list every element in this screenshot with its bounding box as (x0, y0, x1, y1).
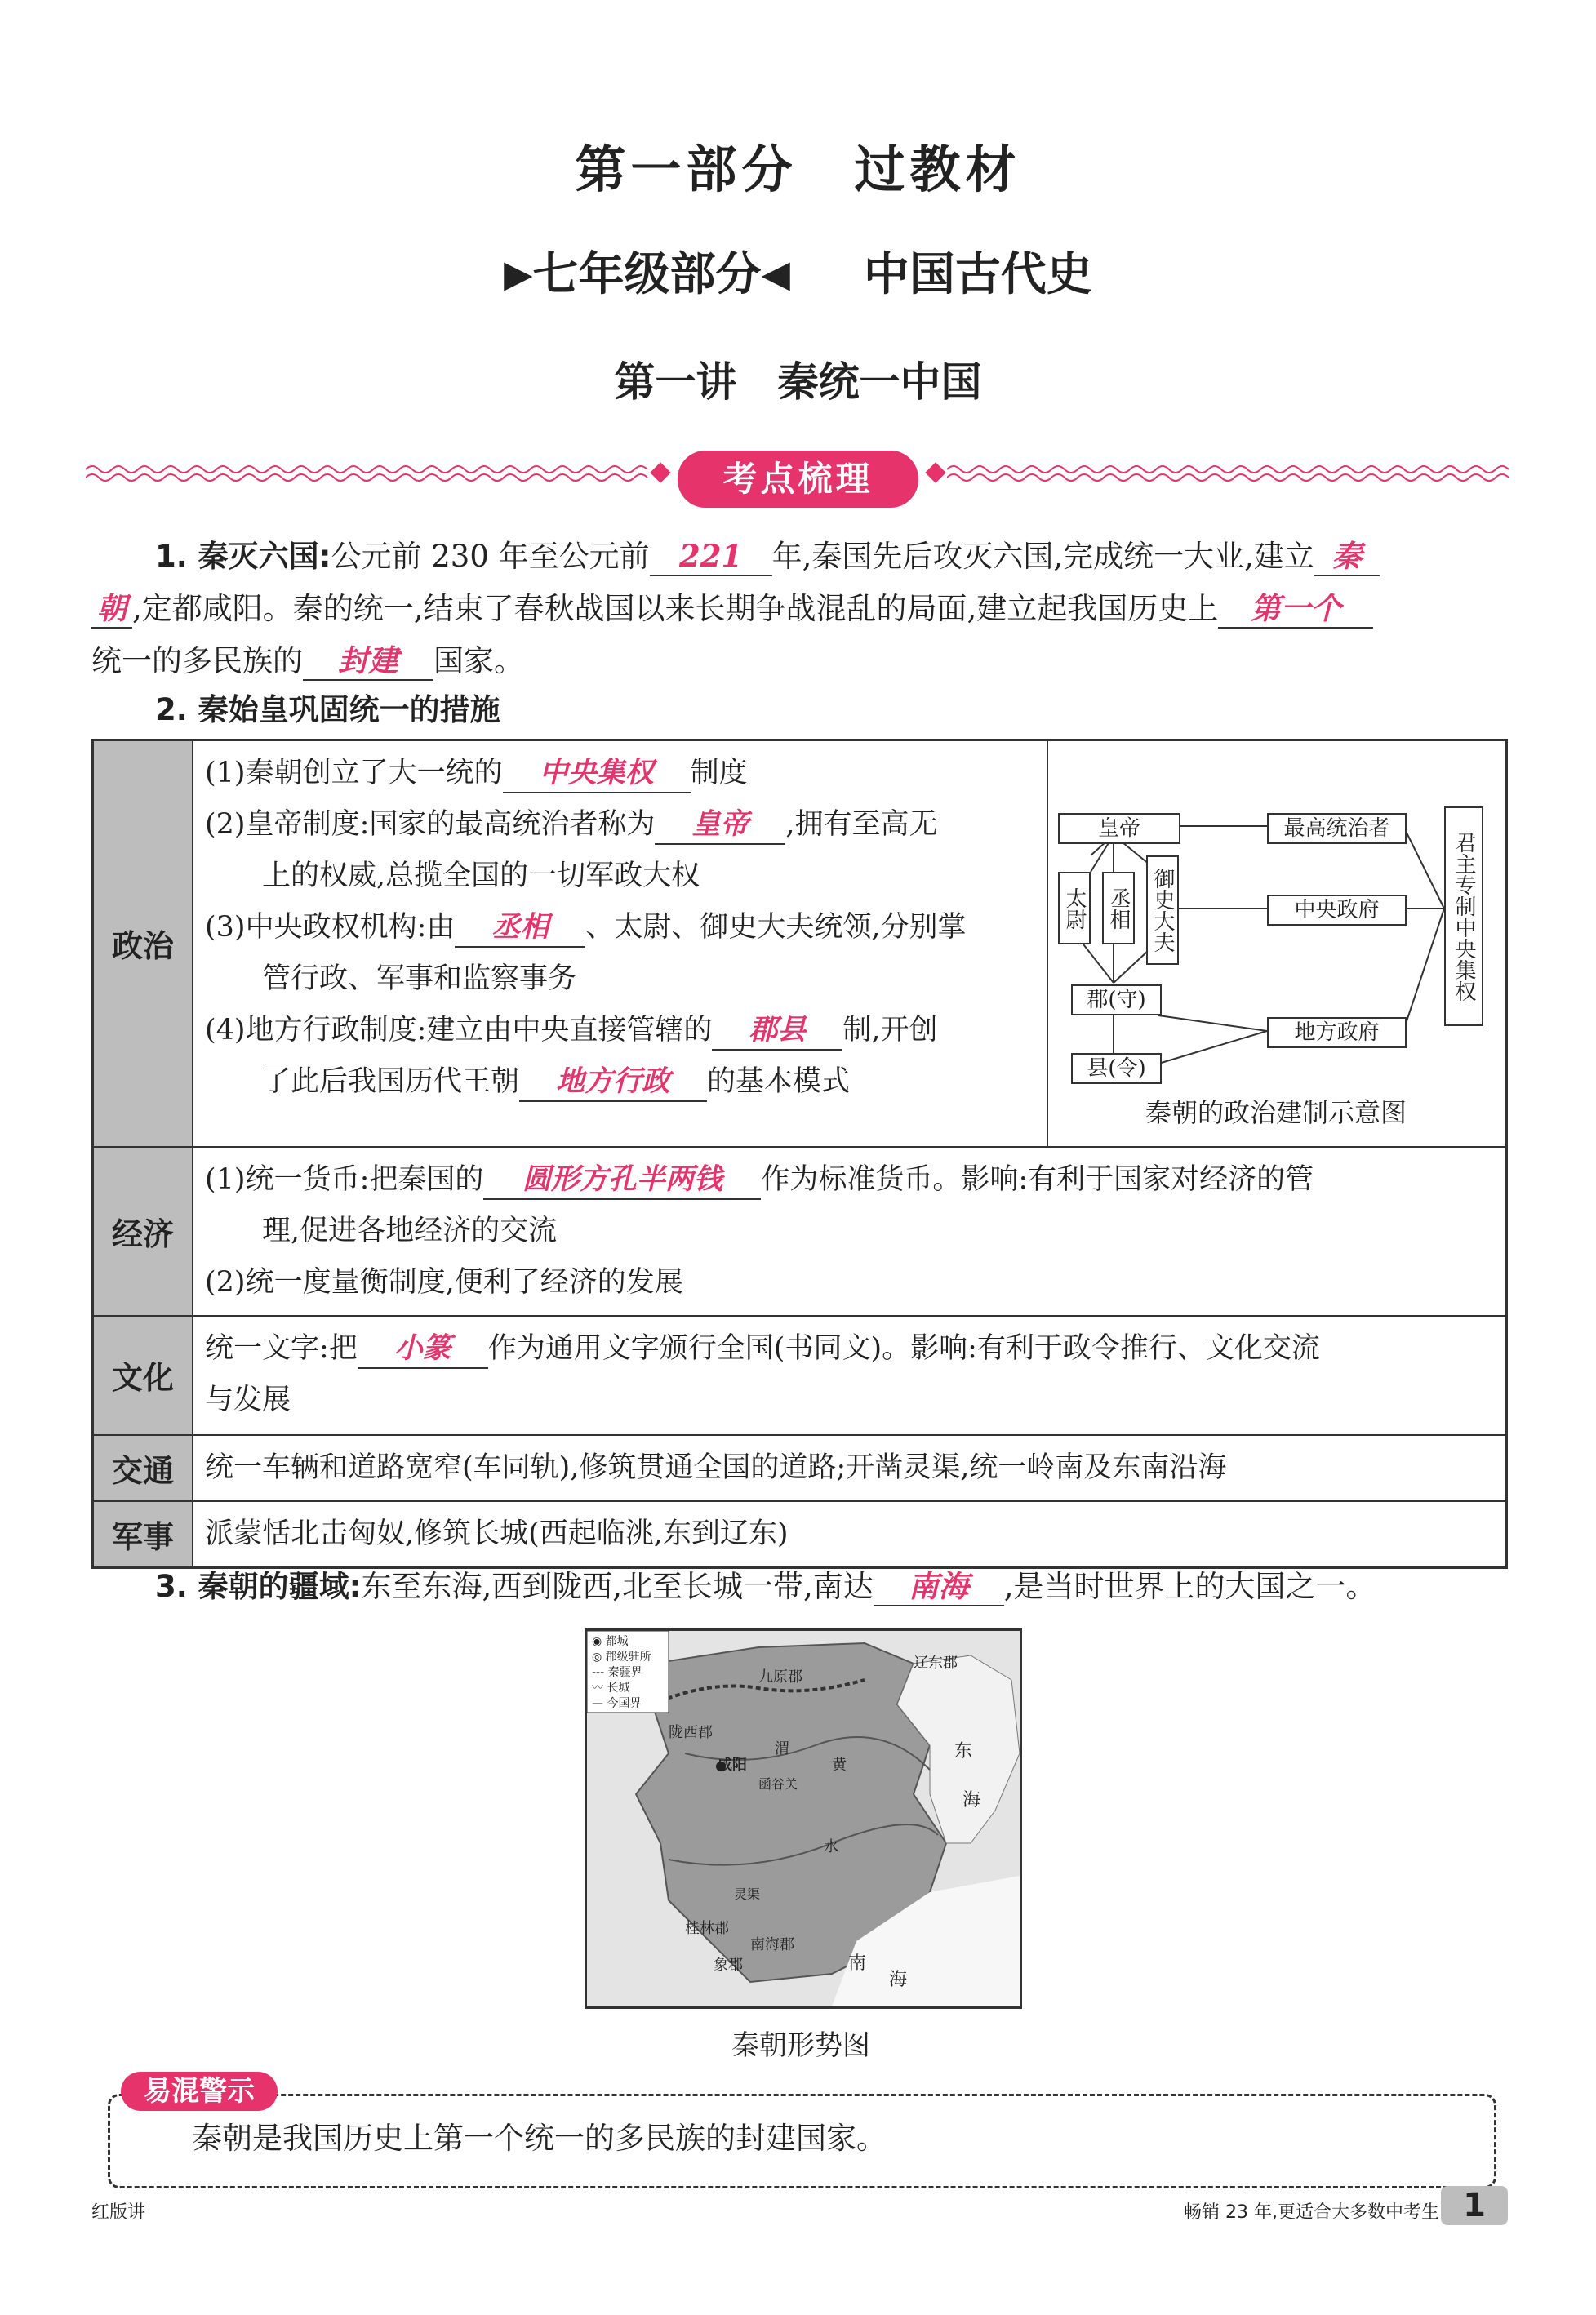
answer-blank: 圆形方孔半两钱 (483, 1161, 761, 1200)
map-label: 南 (848, 1953, 867, 1974)
answer-blank: 小篆 (358, 1330, 488, 1369)
box-taiwei: 太尉 (1058, 872, 1091, 944)
culture-content: 统一文字:把 小篆 作为通用文字颁行全国(书同文)。影响:有利于政令推行、文化交流 与发展 (193, 1316, 1507, 1435)
paragraph-1: 1. 秦灭六国:公元前 230 年至公元前 221 年,秦国先后攻灭六国,完成统一大业,建立 秦 朝 ,定都咸阳。秦的统一,结束了春秋战国以来长期争战混乱的局面,建立起我国历史上 第一个 统一的多民族的 封建 国家。 (91, 531, 1508, 687)
left-triangle-icon: ◀ (761, 251, 790, 295)
category-economy: 经济 (93, 1147, 193, 1316)
map-legend: ◉ 都城 ◎ 郡级驻所 --- 秦疆界 〰 长城 — 今国界 (592, 1635, 651, 1710)
category-culture: 文化 (93, 1316, 193, 1435)
answer-blank: 第一个 (1218, 589, 1373, 629)
table-row (93, 1316, 1507, 1435)
category-transport: 交通 (93, 1435, 193, 1501)
measures-table (91, 739, 1508, 1569)
table-row (93, 1435, 1507, 1501)
part-name: 过教材 (854, 140, 1021, 199)
section-right: 中国古代史 (863, 248, 1092, 301)
transport-content: 统一车辆和道路宽窄(车同轨),修筑贯通全国的道路;开凿灵渠,统一岭南及东南沿海 (193, 1435, 1507, 1501)
map-label: 灵渠 (734, 1886, 761, 1902)
part-label: 第一部分 (575, 140, 798, 199)
map-label: 南海郡 (750, 1936, 794, 1953)
map-label: 咸阳 (718, 1757, 747, 1774)
page-number: 1 (1441, 2186, 1508, 2225)
diamond-icon (650, 462, 670, 482)
map-label: 水 (824, 1838, 838, 1855)
diamond-icon (925, 462, 945, 482)
answer-blank: 朝 (91, 589, 132, 629)
answer-blank: 封建 (303, 642, 433, 681)
warning-text: 秦朝是我国历史上第一个统一的多民族的封建国家。 (192, 2121, 887, 2156)
part-title (0, 129, 1596, 202)
answer-blank: 郡县 (712, 1011, 842, 1051)
answer-blank: 南海 (874, 1567, 1004, 1606)
category-politics: 政治 (93, 740, 193, 1147)
answer-blank: 地方行政 (519, 1063, 707, 1102)
footer-left: 红版讲 (91, 2202, 146, 2223)
box-central-government: 中央政府 (1267, 895, 1407, 926)
map-label: 海 (962, 1790, 981, 1811)
map-label: 辽东郡 (914, 1655, 958, 1672)
footer-right: 畅销 23 年,更适合大多数中考生 (1184, 2202, 1439, 2223)
map-label: 桂林郡 (685, 1920, 729, 1937)
section-left: 七年级部分 (532, 248, 762, 301)
map-label: 黄 (832, 1757, 847, 1774)
box-xian: 县(令) (1071, 1053, 1162, 1084)
politics-content: (1)秦朝创立了大一统的 中央集权 制度 (2)皇帝制度:国家的最高统治者称为 皇帝 ,拥有至高无 上的权威,总揽全国的一切军政大权 (3)中央政权机构:由 丞相 、太尉、御史大夫统领,分别掌 管行政、军事和监察事务 (4)地方行政制度:建立由中央直接管辖的 郡县 制,开创 了此后我国历代王朝 地方行政 的基本模式 (193, 740, 1047, 1147)
box-centralized-autocracy: 君主专制中央集权 (1444, 806, 1483, 1026)
p3-label: 3. 秦朝的疆域: (155, 1569, 362, 1604)
lecture-number: 第一讲 (614, 358, 737, 406)
diagram-caption: 秦朝的政治建制示意图 (1145, 1097, 1407, 1128)
right-triangle-icon: ▶ (504, 251, 533, 295)
lecture-name: 秦统一中国 (777, 358, 982, 406)
map-label: 陇西郡 (669, 1724, 713, 1741)
answer-blank: 221 (650, 537, 772, 576)
map-label: 海 (889, 1970, 908, 1990)
political-structure-diagram (1047, 740, 1507, 1147)
lecture-title (0, 349, 1596, 408)
box-yushi: 御史大夫 (1146, 855, 1179, 965)
category-military: 军事 (93, 1501, 193, 1568)
box-local-government: 地方政府 (1267, 1017, 1407, 1048)
warning-badge: 易混警示 (121, 2072, 278, 2111)
box-emperor: 皇帝 (1058, 813, 1180, 844)
section-badge: 考点梳理 (678, 451, 918, 508)
answer-blank: 中央集权 (503, 754, 691, 793)
map-label: 九原郡 (758, 1668, 802, 1686)
map-label: 象郡 (714, 1957, 743, 1974)
answer-blank: 皇帝 (655, 806, 785, 845)
qin-territory-map (585, 1628, 1022, 2009)
map-label: 渭 (775, 1740, 789, 1757)
military-content: 派蒙恬北击匈奴,修筑长城(西起临洮,东到辽东) (193, 1501, 1507, 1568)
box-chengxiang: 丞相 (1102, 872, 1135, 944)
table-row (93, 1147, 1507, 1316)
box-jun: 郡(守) (1071, 984, 1162, 1015)
box-supreme-ruler: 最高统治者 (1267, 813, 1407, 844)
p1-label: 1. 秦灭六国: (155, 539, 331, 574)
wave-divider-left (86, 461, 649, 486)
answer-blank: 秦 (1314, 537, 1380, 576)
answer-blank: 丞相 (455, 909, 585, 948)
section-title (0, 238, 1596, 304)
table-row (93, 740, 1507, 1147)
wave-divider-right (947, 461, 1510, 486)
map-graphic (587, 1631, 1020, 2006)
table-row (93, 1501, 1507, 1568)
map-label: 东 (954, 1741, 973, 1762)
map-caption: 秦朝形势图 (731, 2029, 870, 2062)
economy-content: (1)统一货币:把秦国的 圆形方孔半两钱 作为标准货币。影响:有利于国家对经济的管 理,促进各地经济的交流 (2)统一度量衡制度,便利了经济的发展 (193, 1147, 1507, 1316)
paragraph-2-label: 2. 秦始皇巩固统一的措施 (155, 692, 500, 727)
paragraph-3: 3. 秦朝的疆域:东至东海,西到陇西,北至长城一带,南达 南海 ,是当时世界上的大国之一。 (155, 1561, 1510, 1613)
map-label: 函谷关 (758, 1776, 798, 1792)
